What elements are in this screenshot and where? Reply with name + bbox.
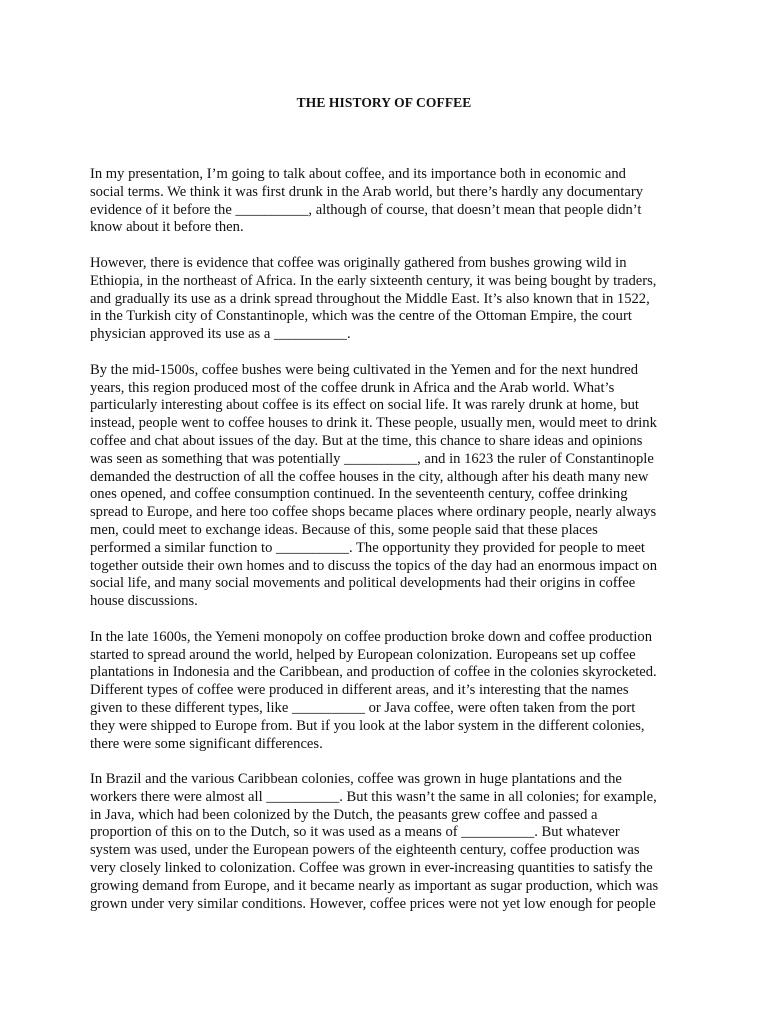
text-line: ones opened, and coffee consumption continued. In the seventeenth century, coffee drinking bbox=[90, 486, 628, 503]
text-line: In Brazil and the various Caribbean colonies, coffee was grown in huge plantations and the bbox=[90, 771, 622, 788]
text-line: was seen as something that was potentially __________, and in 1623 the ruler of Constantinople bbox=[90, 450, 654, 467]
text-line: in Java, which had been colonized by the Dutch, the peasants grew coffee and passed a bbox=[90, 806, 598, 823]
text-line: In my presentation, I’m going to talk about coffee, and its importance both in economic and bbox=[90, 166, 626, 182]
text-line: there were some significant differences. bbox=[90, 735, 323, 752]
text-line: together outside their own homes and to discuss the topics of the day had an enormous impact on bbox=[90, 557, 658, 574]
text-line: plantations in Indonesia and the Caribbean, and production of coffee in the colonies skyrocketed. bbox=[90, 664, 657, 681]
text-line: spread to Europe, and here too coffee shops became places where ordinary people, nearly always bbox=[90, 504, 657, 521]
paragraph-3 bbox=[90, 362, 688, 611]
text-line: instead, people went to coffee houses to drink it. These people, usually men, would meet to drink bbox=[90, 415, 657, 432]
document-title: THE HISTORY OF COFFEE bbox=[296, 95, 472, 110]
text-line: house discussions. bbox=[90, 593, 198, 610]
text-line: know about it before then. bbox=[90, 219, 244, 236]
text-line: By the mid-1500s, coffee bushes were being cultivated in the Yemen and for the next hundred bbox=[90, 361, 639, 378]
text-line: particularly interesting about coffee is its effect on social life. It was rarely drunk at home, but bbox=[90, 397, 639, 414]
text-line: workers there were almost all __________. But this wasn’t the same in all colonies; for example, bbox=[90, 788, 657, 805]
text-line: performed a similar function to __________. The opportunity they provided for people to meet bbox=[90, 539, 645, 556]
text-line: coffee and chat about issues of the day. But at the time, this chance to share ideas and opinions bbox=[90, 432, 643, 449]
text-line: Ethiopia, in the northeast of Africa. In the early sixteenth century, it was being bought by traders, bbox=[90, 272, 657, 289]
text-line: given to these different types, like __________ or Java coffee, were often taken from the port bbox=[90, 699, 636, 716]
text-line: physician approved its use as a __________. bbox=[90, 326, 351, 343]
text-line: years, this region produced most of the coffee drunk in Africa and the Arab world. What’s bbox=[90, 379, 615, 396]
text-line: very closely linked to colonization. Coffee was grown in ever-increasing quantities to satisfy the bbox=[90, 860, 653, 877]
paragraph-2 bbox=[90, 255, 688, 344]
text-line: proportion of this on to the Dutch, so it was used as a means of __________. But whatever bbox=[90, 824, 620, 841]
paragraph-1 bbox=[90, 166, 688, 237]
text-line: and gradually its use as a drink spread throughout the Middle East. It’s also known that in 1522, bbox=[90, 290, 650, 307]
text-line: started to spread around the world, helped by European colonization. Europeans set up coffee bbox=[90, 646, 636, 663]
text-line: social life, and many social movements and political developments had their origins in coffee bbox=[90, 575, 636, 592]
text-line: grown under very similar conditions. However, coffee prices were not yet low enough for people bbox=[90, 895, 656, 912]
text-line: evidence of it before the __________, although of course, that doesn’t mean that people didn’t bbox=[90, 201, 642, 218]
text-line: in the Turkish city of Constantinople, which was the centre of the Ottoman Empire, the court bbox=[90, 308, 632, 325]
paragraph-4 bbox=[90, 629, 688, 754]
text-line: they were shipped to Europe from. But if you look at the labor system in the different colonies, bbox=[90, 717, 645, 734]
text-line: In the late 1600s, the Yemeni monopoly on coffee production broke down and coffee production bbox=[90, 628, 653, 645]
text-line: men, could meet to exchange ideas. Because of this, some people said that these places bbox=[90, 521, 598, 538]
text-line: However, there is evidence that coffee was originally gathered from bushes growing wild in bbox=[90, 254, 627, 271]
document-body bbox=[90, 166, 688, 931]
paragraph-5 bbox=[90, 771, 688, 913]
text-line: demanded the destruction of all the coffee houses in the city, although after his death many new bbox=[90, 468, 649, 485]
text-line: growing demand from Europe, and it became nearly as important as sugar production, which was bbox=[90, 877, 659, 894]
text-line: Different types of coffee were produced in different areas, and it’s interesting that the names bbox=[90, 682, 629, 699]
text-line: system was used, under the European powers of the eighteenth century, coffee production was bbox=[90, 842, 640, 859]
text-line: social terms. We think it was first drunk in the Arab world, but there’s hardly any documentary bbox=[90, 183, 643, 200]
